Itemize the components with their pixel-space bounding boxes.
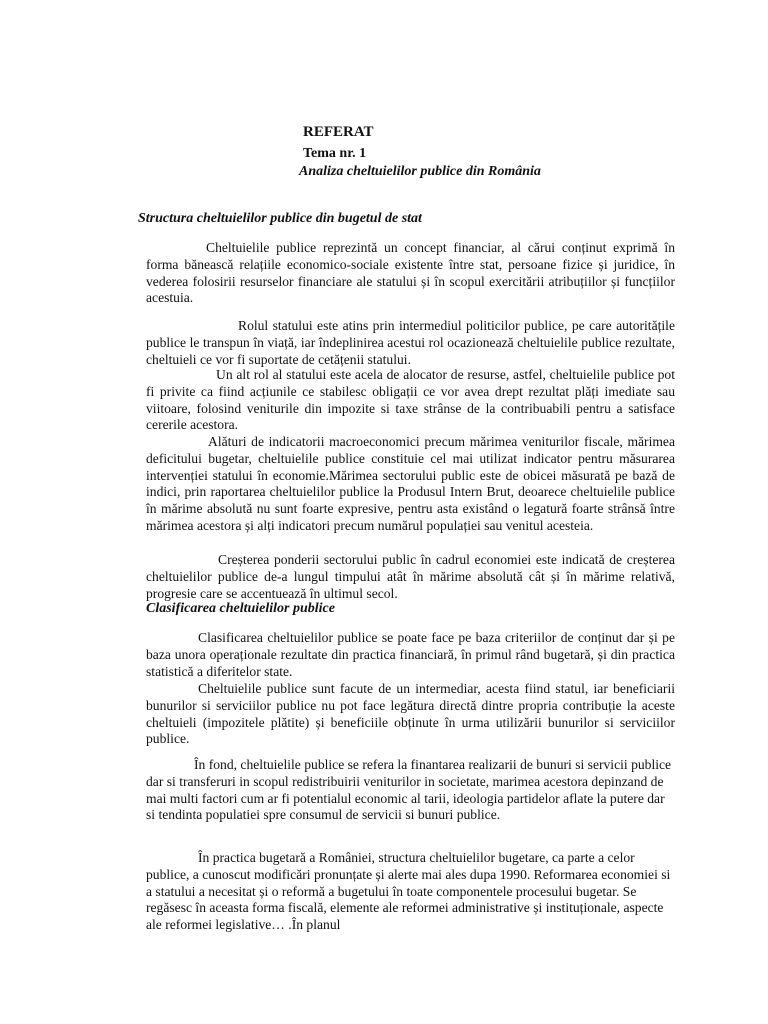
paragraph: Creșterea ponderii sectorului public în cadrul economiei este indicată de creșterea cheltuielilor publice de-a lungul timpului atât în mărime absolută cât și în mărime relativă, progresie care se accentuează în ultimul secol. — [146, 552, 675, 601]
paragraph: Alături de indicatorii macroeconomici precum mărimea veniturilor fiscale, mărimea deficitului bugetar, cheltuielile publice constituie cel mai utilizat indicator pentru măsurarea intervenției statului în economie.Mărimea sectorului public este de obicei măsurată pe bază de indici, prin raportarea cheltuielilor publice la Produsul Intern Brut, deoarece cheltuielile publice în mărime absolută nu sunt foarte expresive, pentru asta existând o legatură foarte strânsă între mărimea acestora și alți indicatori precum numărul populației sau venitul acesteia. — [146, 434, 675, 533]
paragraph: Clasificarea cheltuielilor publice se poate face pe baza criteriilor de conținut dar și pe baza unora operaționale rezultate din practica financiară, în primul rând bugetară, și din practica statistică a diferitelor state. — [146, 630, 675, 679]
document-subtitle: Analiza cheltuielilor publice din România — [299, 164, 541, 179]
paragraph: În fond, cheltuielile publice se refera la finantarea realizarii de bunuri si servicii publice dar si transferuri in scopul redistribuirii veniturilor in societate, marimea acestora depinzand de mai multi factori cum ar fi potentialul economic al tarii, ideologia partidelor aflate la putere dar si tendinta populatiei spre consumul de servicii si bunuri publice. — [146, 757, 672, 823]
section-heading-structura: Structura cheltuielilor publice din bugetul de stat — [138, 211, 422, 226]
paragraph: Cheltuielile publice sunt facute de un intermediar, acesta fiind statul, iar beneficiarii bunurilor si serviciilor publice nu pot face legătura directă dintre propria contribuție la aceste cheltuieli (impozitele plătite) și beneficiile obținute în urma utilizării bunurilor si serviciilor publice. — [146, 681, 675, 747]
paragraph: Rolul statului este atins prin intermediul politicilor publice, pe care autoritățile publice le transpun în viață, iar îndeplinirea acestui rol ocazionează cheltuielile publice rezultate, cheltuieli ce vor fi suportate de cetățenii statului. — [146, 318, 675, 367]
section-heading-clasificarea: Clasificarea cheltuielilor publice — [146, 601, 335, 616]
paragraph: Un alt rol al statului este acela de alocator de resurse, astfel, cheltuielile publice pot fi privite ca fiind acțiunile ce stabilesc obligații ce vor avea drept rezultat plăți imediate sau viitoare, folosind veniturile din impozite si taxe strânse de la contribuabili pentru a satisface cererile acestora. — [146, 367, 675, 433]
theme-number: Tema nr. 1 — [303, 146, 367, 161]
paragraph: În practica bugetară a României, structura cheltuielilor bugetare, ca parte a celor publice, a cunoscut modificări pronunțate și alerte mai ales dupa 1990. Reformarea economiei si a statului a necesitat și o reformă a bugetului în toate componentele procesului bugetar. Se regăsesc în aceasta forma fiscală, elemente ale reformei administrative și instituționale, aspecte ale reformei legislative… .În planul — [146, 850, 671, 933]
paragraph: Cheltuielile publice reprezintă un concept financiar, al cărui conținut exprimă în forma bănească relațiile economico-sociale existente între stat, persoane fizice și juridice, în vederea folosirii resurselor financiare ale statului și în scopul exercitării atribuțiilor și funcțiilor acestuia. — [146, 240, 675, 306]
document-title: REFERAT — [303, 124, 374, 140]
